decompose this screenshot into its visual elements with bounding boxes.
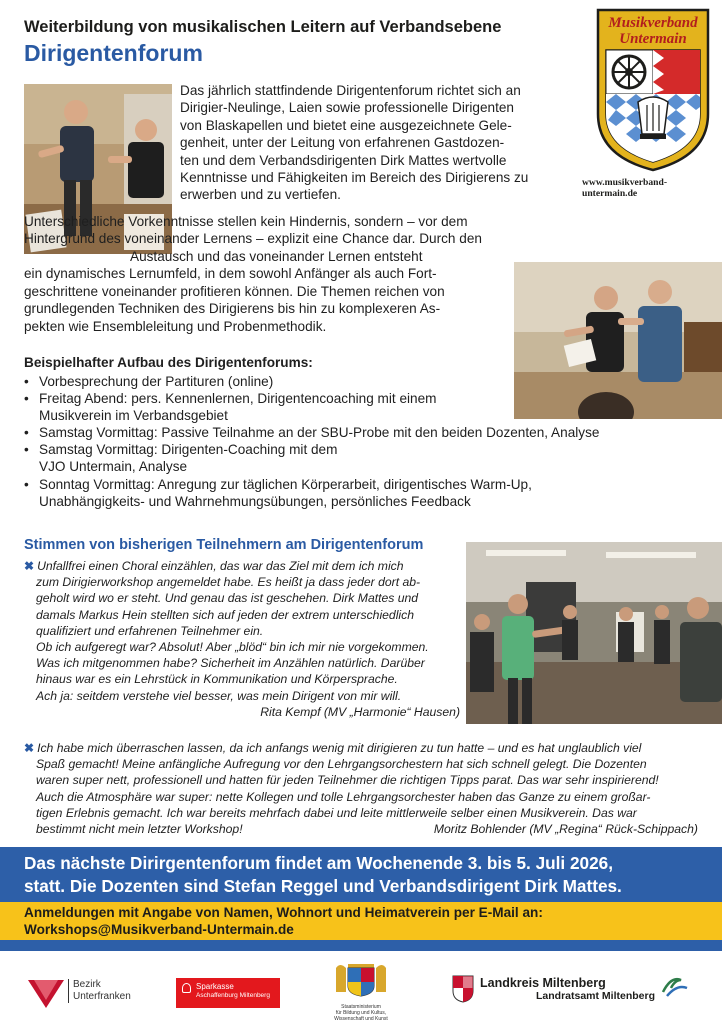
- registration-text: [24, 904, 543, 938]
- intro-line: ten und dem Verbandsdirigenten Dirk Mattes wertvolle: [180, 152, 507, 168]
- testimonials-heading: Stimmen von bisherigen Teilnehmern am Dirigentenforum: [24, 537, 424, 553]
- quote-line: damals Markus Hein stellten sich auf jeden der extrem unterschiedlich: [36, 607, 414, 622]
- bezirk-unterfranken-logo: [28, 974, 131, 1008]
- intro-line: von Blaskapellen und bietet eine ausgezeichnete Gele-: [180, 117, 512, 133]
- quote-line: Ich habe mich überraschen lassen, da ich anfangs wenig mit dirigieren zu tun hatte – und es hat unglaublich viel: [37, 741, 642, 755]
- quote-line: bestimmt nicht mein letzter Workshop!: [36, 822, 243, 837]
- agenda-item-text: VJO Untermain, Analyse: [39, 459, 188, 475]
- ministry-line: Wissenschaft und Kunst: [334, 1016, 388, 1022]
- intro-line: Das jährlich stattfindende Dirigentenforum richtet sich an: [180, 83, 521, 98]
- announcement-line: statt. Die Dozenten sind Stefan Reggel und Verbandsdirigent Dirk Mattes.: [24, 876, 622, 896]
- intro-paragraph-2-continued: [24, 248, 506, 335]
- agenda-item: [24, 476, 704, 510]
- bezirk-line: Unterfranken: [73, 991, 131, 1002]
- sparkasse-line: Sparkasse: [196, 982, 234, 991]
- crest-name-line1: Musikverband: [608, 15, 698, 31]
- quote-line: qualifiziert und erfahrenen Teilnehmer ein.: [36, 623, 264, 638]
- registration-email-link[interactable]: Workshops@Musikverband-Untermain.de: [24, 922, 294, 937]
- quote-line: zum Dirigierworkshop angemeldet habe. Es heißt ja dass jeder dort ab-: [36, 575, 421, 590]
- quote-line: hinaus war es ein Lehrstück in Kommunikation und Körpersprache.: [36, 672, 398, 687]
- quote-line: Was ich mitgenommen habe? Sicherheit im Anzählen natürlich. Darüber: [36, 656, 425, 671]
- quote-line: Unfallfrei einen Choral einzählen, das war das Ziel mit dem ich mich: [37, 559, 404, 573]
- landkreis-wave-icon: [659, 974, 689, 998]
- intro-paragraph: [180, 82, 567, 204]
- intro-line: grundlegenden Techniken des Dirigierens bis hin zu komplexeren As-: [24, 301, 441, 317]
- intro-line: genheit, unter der Leitung von erfahrenen Gastdozen-: [180, 135, 505, 151]
- quote-author: Moritz Bohlender (MV „Regina“ Rück-Schippach): [433, 822, 698, 837]
- quote-line: Auch die Atmosphäre war super: nette Kollegen und tolle Lehrgangsorchester haben das Ganze zu einem großar-: [36, 789, 651, 804]
- landkreis-line: Landratsamt Miltenberg: [536, 990, 656, 1002]
- agenda-item: [24, 424, 704, 441]
- announcement-line: Das nächste Dirirgentenforum findet am Wochenende 3. bis 5. Juli 2026,: [24, 853, 613, 873]
- quote-line: Ach ja: seitdem verstehe viel besser, was mein Dirigent von mir will.: [36, 688, 402, 703]
- quote-author: Rita Kempf (MV „Harmonie“ Hausen): [260, 704, 460, 719]
- ministry-logo: [330, 962, 392, 1022]
- announcement-text: [24, 852, 714, 898]
- agenda-item-text: • Sonntag Vormittag: Anregung zur täglichen Körperarbeit, dirigentisches Warm-Up,: [39, 476, 532, 492]
- agenda-heading: Beispielhafter Aufbau des Dirigentenforums:: [24, 355, 313, 370]
- intro-line: Austausch und das voneinander Lernen entsteht: [130, 249, 423, 264]
- intro-line: Kenntnisse und Fähigkeiten im Bereich des Dirigierens zu: [180, 170, 529, 186]
- testimonial-1: [24, 558, 460, 720]
- agenda-item-text: Unabhängigkeits- und Wahrnehmungsübungen, persönliches Feedback: [39, 493, 471, 509]
- bavarian-coat-of-arms-icon: [330, 962, 392, 998]
- intro-paragraph-2: [24, 213, 698, 248]
- landkreis-shield-icon: [452, 975, 474, 1003]
- agenda-item: [24, 390, 704, 424]
- sparkasse-line: Aschaffenburg Miltenberg: [196, 992, 270, 999]
- agenda-item: [24, 373, 704, 390]
- intro-line: pekten wie Ensembleleitung und Probenmethodik.: [24, 318, 327, 334]
- page-title: Dirigentenforum: [24, 40, 203, 66]
- intro-line: Unterschiedliche Vorkenntnisse stellen kein Hindernis, sondern – vor dem: [24, 214, 468, 229]
- registration-line: Anmeldungen mit Angabe von Namen, Wohnort und Heimatverein per E-Mail an:: [24, 905, 543, 920]
- musikverband-crest-logo: [592, 6, 714, 172]
- sparkasse-s-icon: [182, 983, 191, 993]
- agenda-item-text: Musikverein im Verbandsgebiet: [39, 408, 228, 424]
- crest-name-line2: Untermain: [619, 31, 687, 47]
- agenda-item-text: • Freitag Abend: pers. Kennenlernen, Dirigentencoaching mit einem: [39, 391, 437, 407]
- agenda-item-text: • Samstag Vormittag: Dirigenten-Coaching mit dem: [39, 442, 338, 458]
- landkreis-line: Landkreis Miltenberg: [480, 976, 606, 990]
- agenda-item-text: Samstag Vormittag: Passive Teilnahme an der SBU-Probe mit den beiden Dozenten, Analyse: [39, 425, 600, 441]
- agenda-item-text: Vorbesprechung der Partituren (online): [39, 374, 274, 389]
- intro-line: Dirigier-Neulinge, Laien sowie professionelle Dirigenten: [180, 100, 514, 116]
- quote-line: waren super nett, professionell und hatten für jeden Teilnehmer die richtigen Tipps parat. Das war sehr inspirierend!: [36, 773, 659, 788]
- quote-line: Ob ich aufgeregt war? Absolut! Aber „blöd“ bin ich mir nie vorgekommen.: [36, 640, 429, 655]
- page-subtitle: Weiterbildung von musikalischen Leitern auf Verbandsebene: [24, 18, 502, 36]
- intro-line: erwerben und zu vertiefen.: [180, 187, 341, 203]
- intro-line: geschrittene voneinander profitieren können. Die Themen reichen von: [24, 283, 445, 299]
- quote-line: tigen Erlebnis gemacht. Ich war bereits mehrfach dabei und leite mittlerweile selber einen Musikverein. Das war: [36, 805, 637, 820]
- quote-line: Spaß gemacht! Meine anfängliche Aufregung vor den Lehrgangsorchestern hat sich schnell gelegt. Die Dozenten: [36, 757, 647, 772]
- landkreis-miltenberg-logo: [452, 975, 689, 1003]
- quote-marker-icon: ✖: [24, 741, 35, 755]
- ministry-line: für Bildung und Kultus,: [335, 1010, 387, 1016]
- testimonial-2: [24, 740, 698, 837]
- agenda-list: [24, 373, 704, 510]
- bezirk-triangle-icon: [28, 974, 64, 1008]
- sparkasse-logo: [176, 978, 280, 1008]
- website-url: www.musikverband-untermain.de: [582, 177, 668, 199]
- agenda-item: [24, 441, 704, 475]
- quote-line: geholt wird wo er steht. Und genau das ist geschehen. Dirk Mattes und: [36, 591, 419, 606]
- bezirk-line: Bezirk: [73, 979, 101, 990]
- quote-marker-icon: ✖: [24, 559, 35, 573]
- ministry-line: Staatsministerium: [341, 1004, 381, 1010]
- intro-line: Hintergrund des voneinander Lernens – explizit eine Chance dar. Durch den: [24, 231, 482, 247]
- workshop-photo-3: [466, 542, 722, 724]
- intro-line: ein dynamisches Lernumfeld, in dem sowohl Anfänger als auch Fort-: [24, 266, 437, 282]
